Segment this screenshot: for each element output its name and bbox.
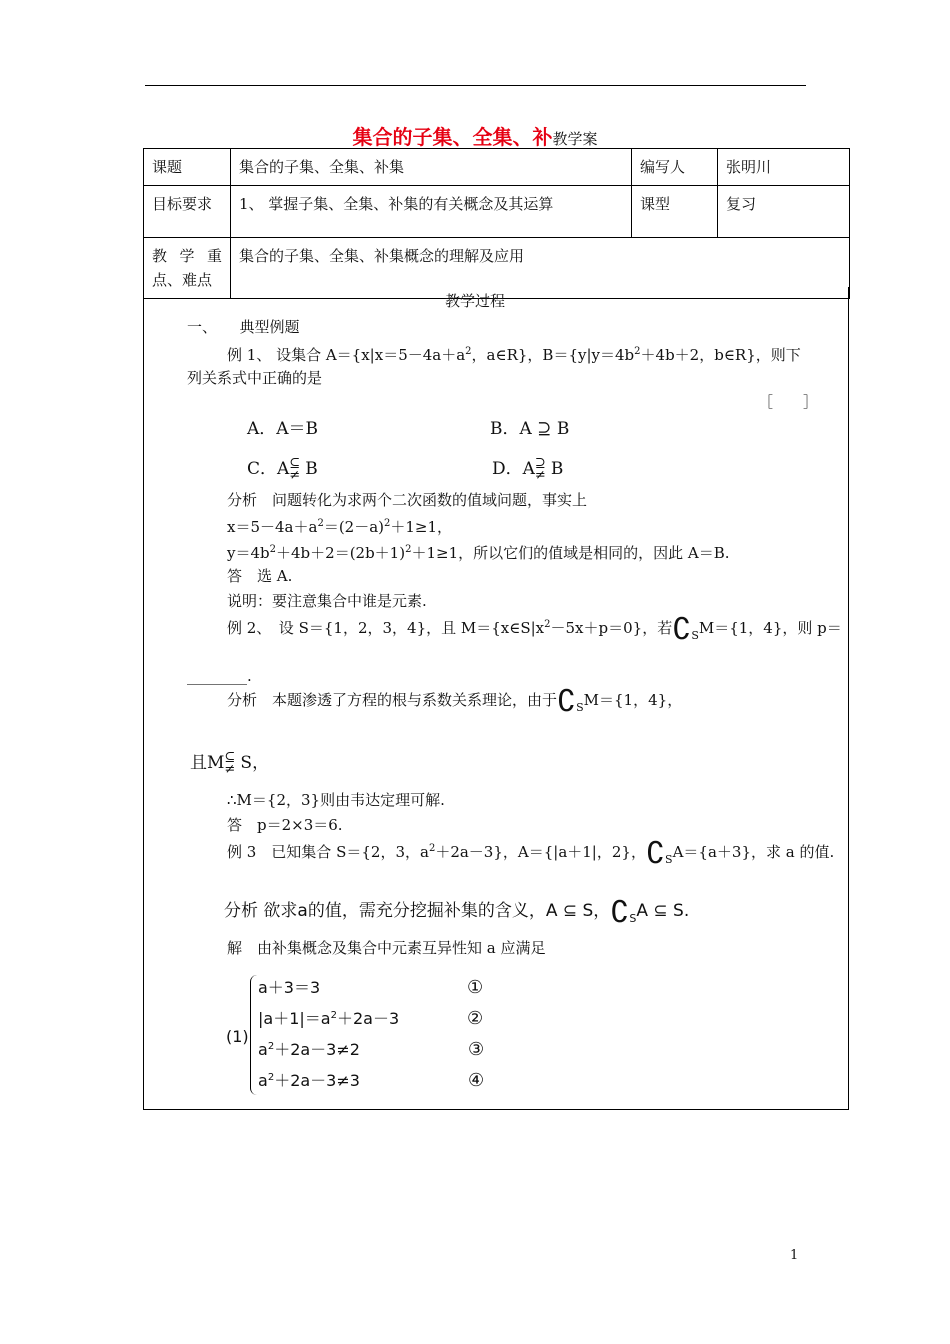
complement-icon: ∁ — [672, 612, 692, 647]
title-main: 集合的子集、全集、补 — [352, 125, 553, 149]
ex2-therefore: ∴M＝{2，3}则由韦达定理可解. — [227, 791, 445, 809]
sup: 2 — [544, 619, 551, 630]
text: y＝4b — [227, 544, 270, 562]
option-c — [247, 456, 318, 483]
ex1-line2: 列关系式中正确的是 — [187, 369, 323, 387]
text: 分析 欲求a的值，需充分挖掘补集的含义，A ⊆ S， — [224, 901, 611, 921]
title-sub: 教学案 — [552, 130, 598, 148]
equation-2 — [258, 1008, 399, 1030]
answer-bracket: ［ ］ — [758, 393, 819, 411]
ex3-line — [227, 836, 835, 871]
info-row — [144, 186, 850, 238]
text: 且M — [190, 753, 225, 773]
page-number: 1 — [790, 1248, 799, 1263]
sub: S — [629, 912, 637, 925]
ex1-analysis: 分析 问题转化为求两个二次函数的值域问题，事实上 — [227, 491, 588, 509]
system-label: (1) — [226, 1027, 249, 1046]
text: ＋4b＋2＝(2b＋1) — [276, 544, 406, 562]
ex1-note: 说明：要注意集合中谁是元素. — [227, 592, 427, 610]
circled-4: ④ — [468, 1070, 485, 1091]
text: －5x＋p＝0}，若 — [550, 619, 673, 637]
text: ＋2a－3}，A＝{|a＋1|，2}， — [435, 843, 646, 861]
text: M＝{1，4}， — [583, 691, 683, 709]
option-d — [492, 456, 564, 483]
ex1-y-line — [227, 543, 730, 563]
sup: 2 — [428, 843, 436, 854]
ex1-answer: 答 选 A. — [227, 567, 293, 585]
sup: 2 — [317, 518, 324, 529]
text: 例 3 已知集合 S＝{2，3，a — [227, 843, 429, 861]
sub: S — [691, 629, 699, 642]
circled-3: ③ — [468, 1039, 485, 1060]
option-b: B．A ⊇ B — [490, 419, 570, 439]
text: M＝{1，4}，则 p＝ — [698, 619, 842, 637]
circled-2: ② — [467, 1008, 484, 1029]
sup: 2 — [267, 1041, 275, 1052]
info-key: 教 学 重 点、难点 — [144, 238, 231, 299]
info-table — [143, 148, 850, 299]
text: |a＋1|＝a — [258, 1009, 331, 1028]
sub: S — [576, 701, 584, 714]
info-value: 张明川 — [718, 149, 850, 186]
text: a — [258, 1040, 268, 1059]
info-value: 集合的子集、全集、补集概念的理解及应用 — [231, 238, 850, 299]
circled-1: ① — [467, 977, 484, 998]
text: ＋2a－3≠3 — [274, 1071, 360, 1090]
text: ＋1≥1，所以它们的值域是相同的，因此 A＝B. — [411, 544, 730, 562]
sup: 2 — [405, 544, 412, 555]
proper-subset-icon: ⊆ ≠ — [224, 750, 236, 777]
proper-superset-icon: ⊇ ≠ — [534, 456, 546, 483]
info-value: 1、 掌握子集、全集、补集的有关概念及其运算 — [231, 186, 632, 238]
sup: 2 — [634, 346, 641, 357]
text: ＋2a－3≠2 — [274, 1040, 360, 1059]
ex2-blank: ________. — [187, 667, 252, 685]
sup: 2 — [465, 346, 472, 357]
sup: 2 — [269, 544, 276, 555]
text: a — [258, 1071, 268, 1090]
text: ＋2a－3 — [336, 1009, 400, 1028]
complement-icon: ∁ — [645, 836, 666, 871]
ex1-line1 — [227, 345, 801, 365]
text: 分析 本题渗透了方程的根与系数关系理论，由于 — [227, 691, 558, 709]
system-brace — [250, 975, 257, 1095]
complement-icon: ∁ — [610, 895, 630, 930]
text: ＝(2－a) — [323, 518, 385, 536]
text: A＝{a＋3}，求 a 的值. — [672, 843, 835, 861]
text: C．A — [247, 459, 290, 479]
header-rule — [145, 85, 806, 86]
info-value: 集合的子集、全集、补集 — [231, 149, 632, 186]
option-a: A．A＝B — [247, 419, 319, 439]
equation-3 — [258, 1039, 360, 1061]
ex1-x-line — [227, 517, 452, 537]
sup: 2 — [330, 1010, 337, 1021]
text: 例 1、 设集合 A＝{x|x＝5－4a＋a — [227, 346, 466, 364]
text: x＝5－4a＋a — [227, 518, 318, 536]
section-heading: 一、 典型例题 — [187, 318, 300, 336]
info-key: 课型 — [632, 186, 718, 238]
sub: S — [665, 853, 673, 866]
text: ，a∈R}，B＝{y|y＝4b — [471, 346, 635, 364]
ex3-solve: 解 由补集概念及集合中元素互异性知 a 应满足 — [227, 939, 546, 957]
equation-4 — [258, 1070, 360, 1092]
ex2-and — [190, 750, 270, 777]
sup: 2 — [267, 1072, 275, 1083]
info-row — [144, 149, 850, 186]
complement-icon: ∁ — [557, 684, 577, 719]
info-key: 课题 — [144, 149, 231, 186]
text: 例 2、 设 S＝{1，2，3，4}，且 M＝{x∈S|x — [227, 619, 545, 637]
text: D．A — [492, 459, 535, 479]
text: A ⊆ S. — [636, 901, 690, 921]
equation-1: a＋3＝3 — [258, 978, 321, 997]
text: ＋4b＋2，b∈R}，则下 — [640, 346, 801, 364]
sup: 2 — [384, 518, 391, 529]
text: S， — [240, 753, 270, 773]
info-key: 目标要求 — [144, 186, 231, 238]
ex2-line1 — [227, 612, 842, 647]
info-value: 复习 — [718, 186, 850, 238]
process-title: 教学过程 — [444, 292, 505, 310]
ex3-analysis — [224, 895, 690, 930]
info-key: 编写人 — [632, 149, 718, 186]
ex2-analysis — [227, 684, 683, 719]
proper-subset-icon: ⊆ ≠ — [289, 456, 301, 483]
text: B — [305, 459, 318, 479]
text: ＋1≥1， — [390, 518, 453, 536]
text: B — [550, 459, 564, 479]
ex2-answer: 答 p＝2×3＝6. — [227, 816, 343, 834]
